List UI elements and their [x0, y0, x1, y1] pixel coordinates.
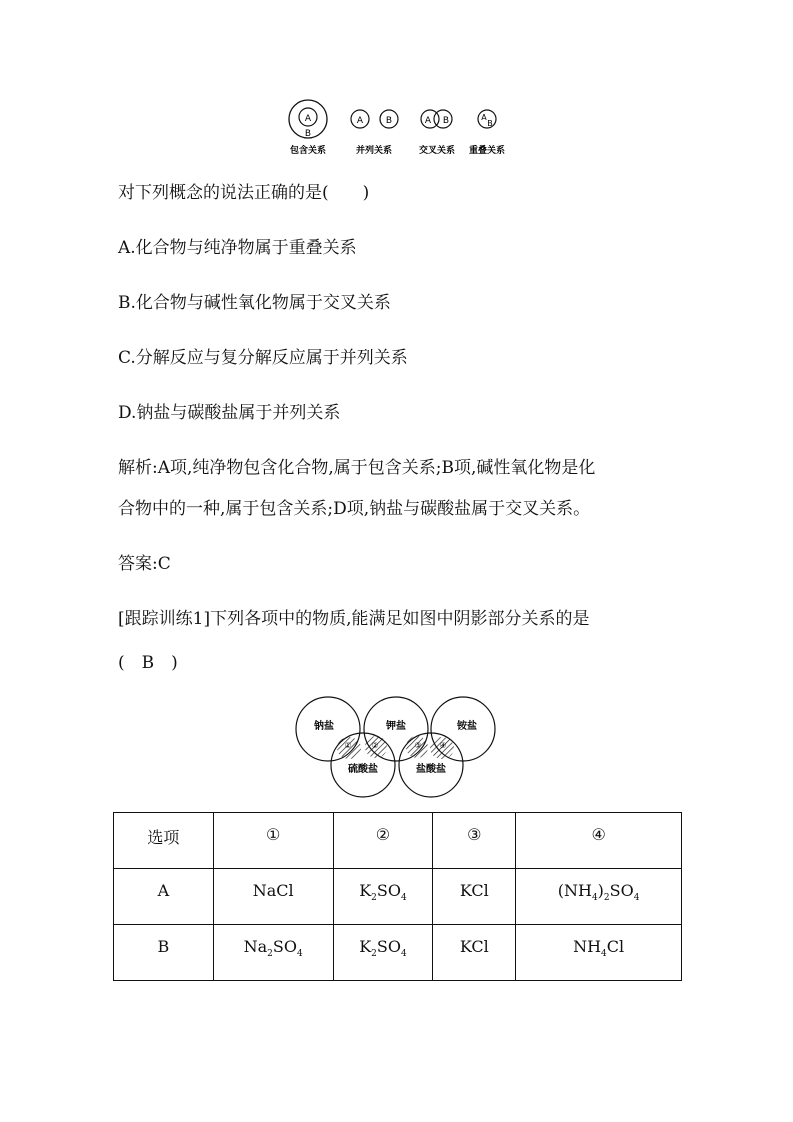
region-2-label: ② [371, 741, 379, 750]
overlap-a-label: A [481, 113, 487, 122]
row-a-option: A [114, 869, 214, 925]
option-b: B.化合物与碱性氧化物属于交叉关系 [118, 293, 391, 313]
inclusion-b-label: B [304, 129, 312, 139]
header-1: ① [213, 813, 333, 869]
option-c: C.分解反应与复分解反应属于并列关系 [118, 348, 408, 368]
label-sodium-salt: 钠盐 [314, 721, 334, 732]
inclusion-a-label: A [304, 114, 312, 124]
analysis-line-1: 解析:A项,纯净物包含化合物,属于包含关系;B项,碱性氧化物是化 [118, 458, 596, 478]
label-chloride: 盐酸盐 [416, 764, 446, 775]
followup-line-2: ( B ) [118, 653, 178, 673]
parallel-b-label: B [385, 116, 393, 126]
header-4: ④ [516, 813, 682, 869]
region-3-label: ③ [414, 741, 422, 750]
row-a-cell-3: KCl [433, 869, 516, 925]
header-option: 选项 [114, 813, 214, 869]
salt-venn-diagram [290, 695, 505, 800]
relation-diagram [280, 95, 520, 160]
row-b-cell-2: $K_2SO_4$ [333, 925, 433, 981]
row-b-option: B [114, 925, 214, 981]
option-d: D.钠盐与碳酸盐属于并列关系 [118, 403, 341, 423]
label-ammonium-salt: 铵盐 [457, 721, 477, 732]
row-b-cell-1: $Na_2SO_4$ [213, 925, 333, 981]
intersect-a-label: A [424, 116, 432, 126]
option-a: A.化合物与纯净物属于重叠关系 [118, 238, 357, 258]
row-a-cell-4: $(NH_4)_2SO_4$ [516, 869, 682, 925]
row-b-cell-4: $NH_4Cl$ [516, 925, 682, 981]
parallel-a-label: A [356, 116, 364, 126]
question-stem: 对下列概念的说法正确的是( ) [118, 183, 370, 203]
row-b-cell-3: KCl [433, 925, 516, 981]
label-sulfate: 硫酸盐 [348, 764, 378, 775]
row-a-cell-1: NaCl [213, 869, 333, 925]
region-1-label: ① [344, 741, 352, 750]
header-2: ② [333, 813, 433, 869]
label-intersection: 交叉关系 [418, 146, 456, 156]
label-inclusion: 包含关系 [289, 146, 327, 156]
label-overlap: 重叠关系 [468, 146, 506, 156]
options-table [113, 812, 682, 981]
header-3: ③ [433, 813, 516, 869]
label-parallel: 并列关系 [355, 146, 393, 156]
table-row [114, 925, 682, 981]
analysis-line-2: 合物中的一种,属于包含关系;D项,钠盐与碳酸盐属于交叉关系。 [118, 499, 591, 519]
overlap-b-label: B [487, 119, 493, 128]
followup-line-1: [跟踪训练1]下列各项中的物质,能满足如图中阴影部分关系的是 [118, 609, 590, 629]
row-a-cell-2: $K_2SO_4$ [333, 869, 433, 925]
label-potassium-salt: 钾盐 [386, 721, 406, 732]
region-4-label: ④ [439, 741, 447, 750]
table-header-row [114, 813, 682, 869]
answer: 答案:C [118, 554, 171, 574]
table-row [114, 869, 682, 925]
intersect-b-label: B [442, 116, 450, 126]
